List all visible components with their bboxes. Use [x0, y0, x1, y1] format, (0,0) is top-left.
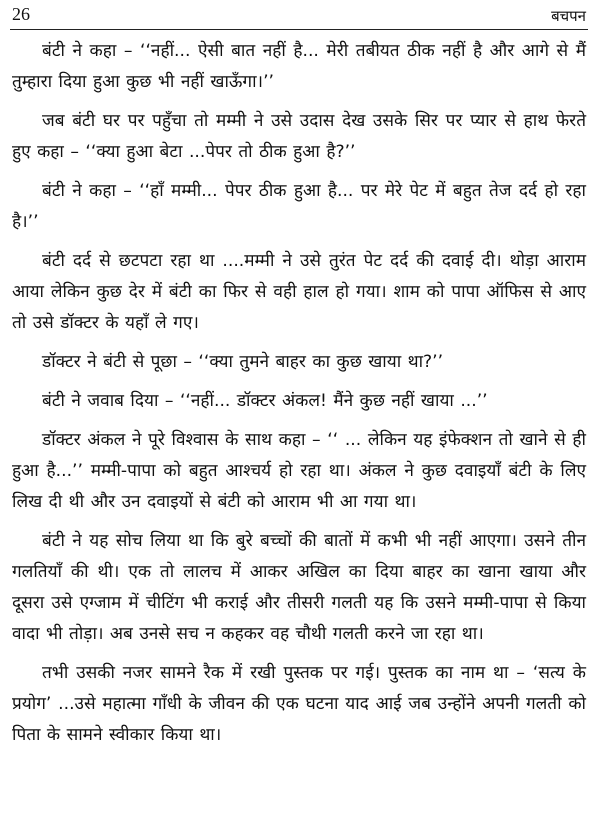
paragraph: बंटी ने यह सोच लिया था कि बुरे बच्चों की बातों में कभी भी नहीं आएगा। उसने तीन गलतियाँ की थी। एक तो लालच में आकर अखिल का दिया बाहर का खाना खाया और दूसरा उसे एग्जाम में चीटिंग भी कराई और तीसरी गलती यह कि उसने मम्मी-पापा से किया वादा भी तोड़ा। अब उनसे सच न कहकर वह चौथी गलती करने जा रहा था।	[12, 531, 586, 644]
paragraph: डॉक्टर अंकल ने पूरे विश्वास के साथ कहा – ‘‘ ... लेकिन यह इंफेक्शन तो खाने से ही हुआ है...’’ मम्मी-पापा को बहुत आश्चर्य हो रहा था। अंकल ने कुछ दवाइयाँ बंटी के लिए लिख दी थी और उन दवाइयों से बंटी को आराम भी आ गया था।	[12, 430, 586, 512]
paragraph: बंटी ने कहा – ‘‘नहीं... ऐसी बात नहीं है... मेरी तबीयत ठीक नहीं है और आगे से मैं तुम्हारा दिया हुआ कुछ भी नहीं खाऊँगा।’’	[12, 41, 586, 92]
header-rule	[10, 29, 588, 30]
paragraph: डॉक्टर ने बंटी से पूछा – ‘‘क्या तुमने बाहर का कुछ खाया था?’’	[42, 352, 444, 372]
paragraph: बंटी दर्द से छटपटा रहा था ....मम्मी ने उसे तुरंत पेट दर्द की दवाई दी। थोड़ा आराम आया लेकिन कुछ देर में बंटी का फिर से वही हाल हो गया। शाम को पापा ऑफिस से आए तो उसे डॉक्टर के यहाँ ले गए।	[12, 251, 586, 333]
paragraph: बंटी ने कहा – ‘‘हाँ मम्मी... पेपर ठीक हुआ है... पर मेरे पेट में बहुत तेज दर्द हो रहा है।’’	[12, 181, 586, 232]
paragraph: बंटी ने जवाब दिया – ‘‘नहीं... डॉक्टर अंकल! मैंने कुछ नहीं खाया ...’’	[42, 391, 488, 411]
paragraph: जब बंटी घर पर पहुँचा तो मम्मी ने उसे उदास देख उसके सिर पर प्यार से हाथ फेरते हुए कहा – ‘‘क्या हुआ बेटा ...पेपर तो ठीक हुआ है?’’	[12, 111, 586, 162]
page-number: 26	[12, 4, 30, 24]
page-header	[12, 4, 586, 28]
running-title: बचपन	[551, 7, 586, 25]
paragraph: तभी उसकी नजर सामने रैक में रखी पुस्तक पर गई। पुस्तक का नाम था – ‘सत्य के प्रयोग’ ...उसे महात्मा गाँधी के जीवन की एक घटना याद आई जब उन्होंने अपनी गलती को पिता के सामने स्वीकार किया था।	[12, 663, 586, 745]
body-text	[12, 36, 586, 759]
